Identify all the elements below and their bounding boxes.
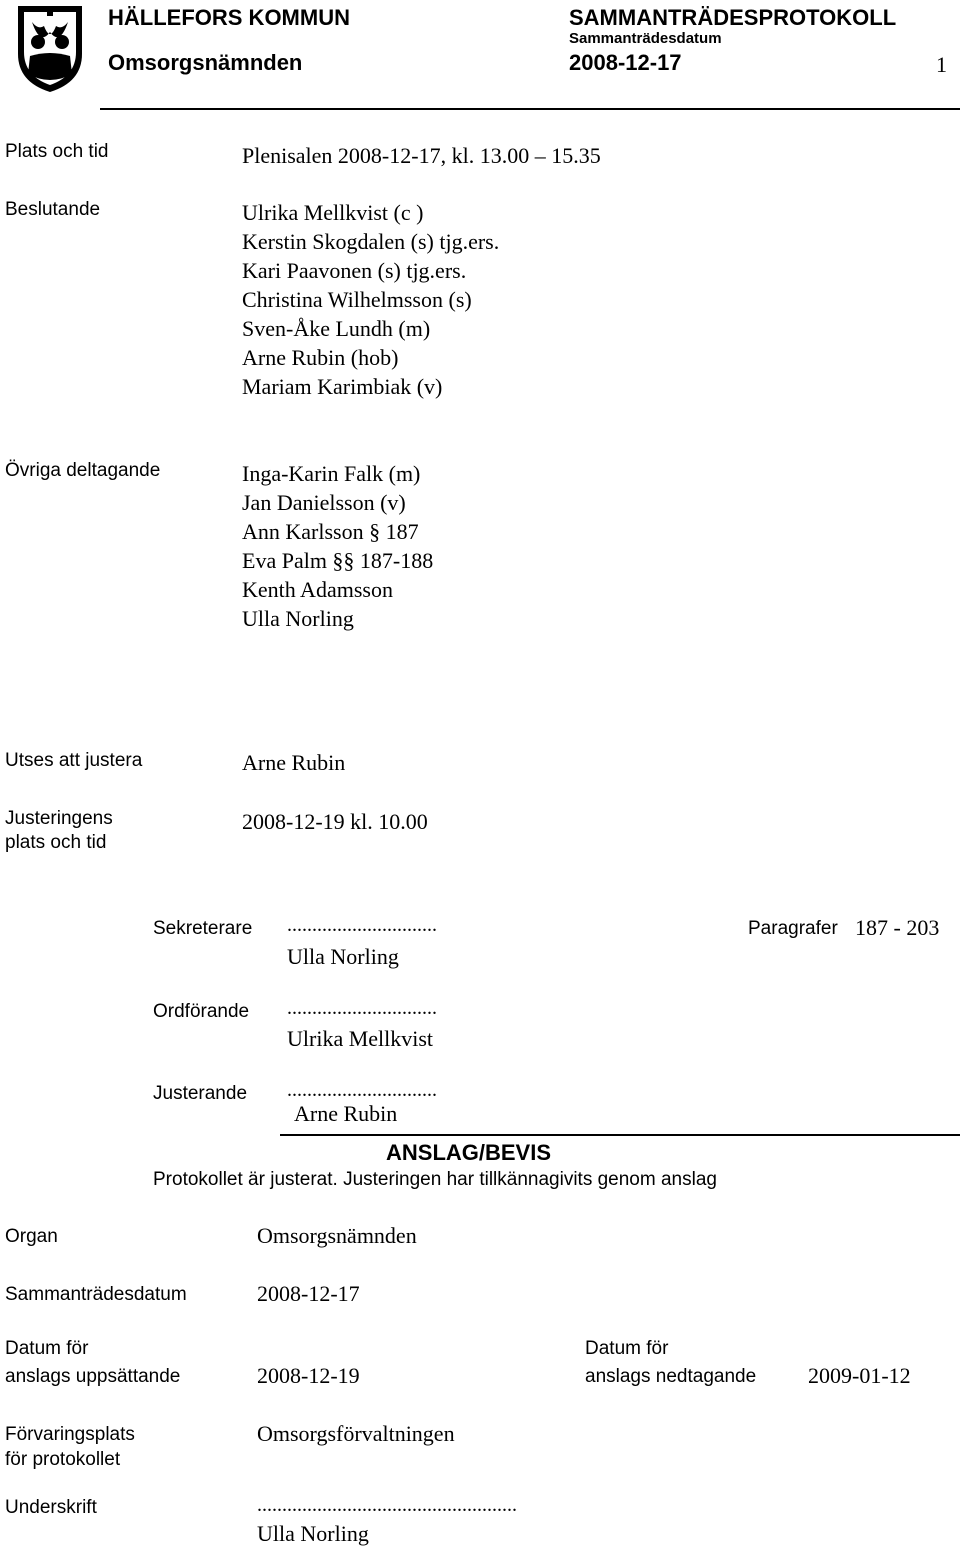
posting-date: 2008-12-19 bbox=[257, 1363, 360, 1388]
secretary-signature-line: .............................. bbox=[287, 914, 437, 936]
chair-signature-line: .............................. bbox=[287, 997, 437, 1019]
other-participant: Ulla Norling bbox=[242, 606, 354, 631]
signature-name: Ulla Norling bbox=[257, 1521, 369, 1546]
storage-label-2: för protokollet bbox=[5, 1449, 121, 1470]
decision-makers-label: Beslutande bbox=[5, 199, 101, 220]
decision-maker: Kerstin Skogdalen (s) tjg.ers. bbox=[242, 229, 500, 254]
notice-meeting-date: 2008-12-17 bbox=[257, 1281, 360, 1306]
document-type: SAMMANTRÄDESPROTOKOLL bbox=[569, 5, 897, 30]
posting-label-2: anslags uppsättande bbox=[5, 1366, 181, 1387]
secretary-label: Sekreterare bbox=[153, 918, 253, 939]
other-participant: Eva Palm §§ 187-188 bbox=[242, 548, 434, 573]
decision-maker: Arne Rubin (hob) bbox=[242, 345, 399, 370]
other-participant: Ann Karlsson § 187 bbox=[242, 519, 419, 544]
signature-line: .................................................... bbox=[257, 1494, 517, 1516]
other-participant: Jan Danielsson (v) bbox=[242, 490, 406, 515]
paragraphs-label: Paragrafer bbox=[748, 918, 838, 939]
others-label: Övriga deltagande bbox=[5, 460, 161, 481]
notice-meeting-date-label: Sammanträdesdatum bbox=[5, 1284, 187, 1305]
storage-label: Förvaringsplats bbox=[5, 1424, 135, 1445]
signature-label: Underskrift bbox=[5, 1497, 97, 1518]
organ-label: Organ bbox=[5, 1226, 58, 1247]
removal-date: 2009-01-12 bbox=[808, 1363, 911, 1388]
decision-maker: Kari Paavonen (s) tjg.ers. bbox=[242, 258, 467, 283]
adjust-place-label-2: plats och tid bbox=[5, 832, 107, 853]
header-divider bbox=[100, 108, 960, 110]
others-list bbox=[242, 459, 433, 633]
adjusting-signature-line: .............................. bbox=[287, 1079, 437, 1101]
notice-divider bbox=[280, 1134, 960, 1136]
other-participant: Kenth Adamsson bbox=[242, 577, 393, 602]
chair-label: Ordförande bbox=[153, 1001, 250, 1022]
adjusting-name: Arne Rubin bbox=[294, 1101, 398, 1126]
other-participant: Inga-Karin Falk (m) bbox=[242, 461, 421, 486]
municipality-name: HÄLLEFORS KOMMUN bbox=[108, 5, 350, 30]
adjuster-value: Arne Rubin bbox=[242, 750, 346, 775]
posting-label: Datum för bbox=[5, 1338, 89, 1359]
organ-value: Omsorgsnämnden bbox=[257, 1223, 417, 1248]
committee-name: Omsorgsnämnden bbox=[108, 50, 303, 75]
meeting-date-label: Sammanträdesdatum bbox=[569, 30, 722, 47]
decision-makers-list bbox=[242, 198, 499, 401]
decision-maker: Ulrika Mellkvist (c ) bbox=[242, 200, 424, 225]
place-time-value: Plenisalen 2008-12-17, kl. 13.00 – 15.35 bbox=[242, 143, 601, 168]
meeting-date: 2008-12-17 bbox=[569, 50, 682, 75]
decision-maker: Mariam Karimbiak (v) bbox=[242, 374, 443, 399]
decision-maker: Christina Wilhelmsson (s) bbox=[242, 287, 472, 312]
secretary-name: Ulla Norling bbox=[287, 944, 399, 969]
adjuster-label: Utses att justera bbox=[5, 750, 143, 771]
storage-value: Omsorgsförvaltningen bbox=[257, 1421, 455, 1446]
municipality-logo bbox=[14, 2, 86, 94]
notice-title: ANSLAG/BEVIS bbox=[386, 1140, 552, 1165]
notice-statement: Protokollet är justerat. Justeringen har tillkännagivits genom anslag bbox=[153, 1169, 717, 1190]
adjust-place-value: 2008-12-19 kl. 10.00 bbox=[242, 809, 428, 834]
page-number: 1 bbox=[936, 52, 947, 77]
place-time-label: Plats och tid bbox=[5, 141, 109, 162]
adjusting-label: Justerande bbox=[153, 1083, 248, 1104]
paragraphs-value: 187 - 203 bbox=[855, 915, 940, 940]
adjust-place-label: Justeringens bbox=[5, 808, 113, 829]
chair-name: Ulrika Mellkvist bbox=[287, 1026, 434, 1051]
removal-label-2: anslags nedtagande bbox=[585, 1366, 757, 1387]
removal-label: Datum för bbox=[585, 1338, 669, 1359]
decision-maker: Sven-Åke Lundh (m) bbox=[242, 316, 431, 341]
